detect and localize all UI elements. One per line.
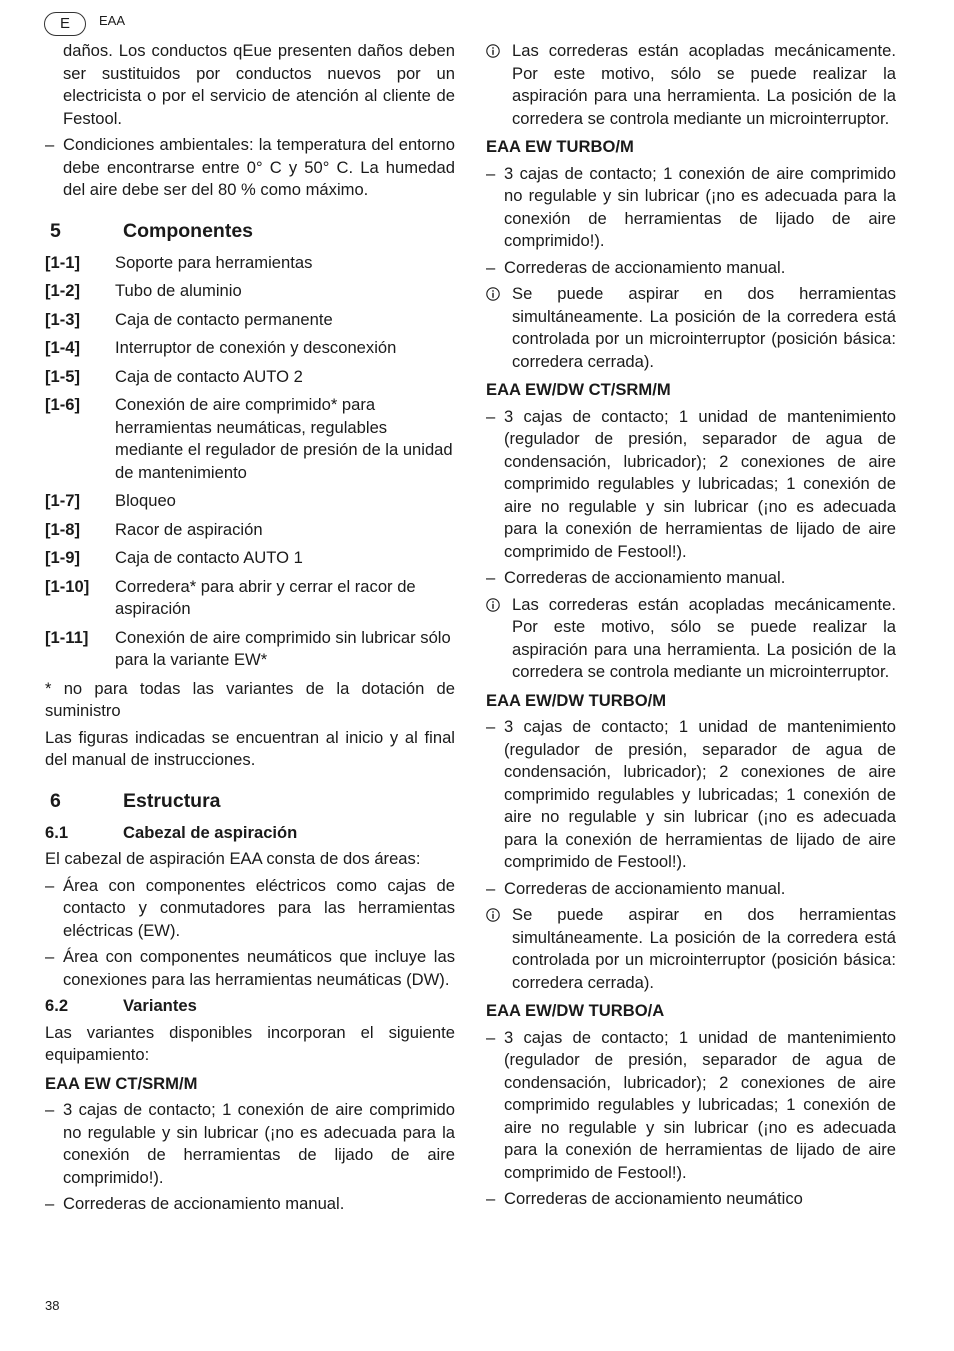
- component-ref: [1-1]: [45, 252, 81, 272]
- dash-marker: –: [45, 947, 55, 966]
- list-item: [486, 1027, 896, 1185]
- list-item: [486, 406, 896, 564]
- component-ref: [1-5]: [45, 366, 81, 386]
- right-column: [486, 40, 896, 1215]
- section-heading-6: [45, 788, 455, 814]
- component-row: [45, 337, 455, 360]
- info-icon: [486, 908, 500, 922]
- figures-note: Las figuras indicadas se encuentran al inicio y al final del manual de instrucciones.: [45, 727, 455, 769]
- note-text: Las correderas están acopladas mecánicamente. Por este motivo, sólo se puede realizar la aspiración para una herramienta. La posición de la corredera se controla mediante un microinterruptor.: [512, 41, 896, 128]
- component-row: [45, 309, 455, 332]
- list-item: [45, 875, 455, 943]
- note-text: Se puede aspirar en dos herramientas simultáneamente. La posición de la corredera está controlada por un microinterruptor (posición básica: corredera cerrada).: [512, 284, 896, 371]
- page-number: 38: [45, 1298, 60, 1313]
- list-item-text: Correderas de accionamiento neumático: [504, 1189, 803, 1208]
- component-ref: [1-7]: [45, 491, 81, 510]
- component-text: Tubo de aluminio: [115, 281, 242, 300]
- list-item-text: Área con componentes eléctricos como cajas de contacto y conmutadores para las herramientas eléctricas (EW).: [63, 875, 455, 940]
- variant-heading: EAA EW CT/SRM/M: [45, 1073, 198, 1093]
- component-text: Bloqueo: [115, 491, 176, 510]
- subsection-heading-6-2: [45, 995, 455, 1018]
- dash-marker: –: [486, 717, 496, 736]
- component-row: [45, 280, 455, 303]
- paragraph: Las variantes disponibles incorporan el siguiente equipamiento:: [45, 1022, 455, 1064]
- component-text: Conexión de aire comprimido sin lubricar sólo para la variante EW*: [115, 627, 451, 669]
- list-item: [45, 946, 455, 991]
- component-text: Racor de aspiración: [115, 519, 263, 539]
- info-note: [486, 594, 896, 684]
- component-text: Soporte para herramientas: [115, 252, 313, 272]
- note-text: Las correderas están acopladas mecánicamente. Por este motivo, sólo se puede realizar la aspiración para una herramienta. La posición de la corredera se controla mediante un microinterruptor.: [512, 594, 896, 681]
- dash-marker: –: [45, 135, 55, 154]
- component-text: Interruptor de conexión y desconexión: [115, 338, 397, 357]
- variant-heading: EAA EW/DW TURBO/A: [486, 1001, 665, 1020]
- variant-heading: EAA EW/DW CT/SRM/M: [486, 380, 671, 399]
- list-item-text: 3 cajas de contacto; 1 unidad de mantenimiento (regulador de presión, separador de agua de condensación, lubricador); 2 conexiones de aire comprimido regulables y lubricadas; 1 conexión de aire no regulable y sin lubricar (¡no es adecuada para la conexión de herramientas de lijado de aire comprimido de Festool!).: [504, 1027, 896, 1182]
- dash-marker: –: [486, 406, 496, 426]
- component-text: Conexión de aire comprimido* para herramientas neumáticas, regulables mediante el regulador de presión de la unidad de mantenimiento: [115, 395, 453, 482]
- dash-marker: –: [45, 875, 55, 895]
- info-note: [486, 40, 896, 130]
- info-icon: [486, 598, 500, 612]
- note-text: Se puede aspirar en dos herramientas simultáneamente. La posición de la corredera está controlada por un microinterruptor (posición básica: corredera cerrada).: [512, 905, 896, 992]
- dash-marker: –: [486, 568, 496, 587]
- left-column: [45, 40, 455, 1220]
- list-item: [45, 1099, 455, 1189]
- info-icon: [486, 287, 500, 301]
- product-name: EAA: [99, 13, 126, 28]
- component-text: Corredera* para abrir y cerrar el racor de aspiración: [115, 576, 416, 618]
- dash-marker: –: [486, 163, 496, 183]
- component-ref: [1-10]: [45, 576, 90, 596]
- component-ref: [1-8]: [45, 519, 81, 539]
- info-icon: [486, 44, 500, 58]
- list-item: [486, 567, 896, 590]
- component-text: Caja de contacto permanente: [115, 309, 333, 329]
- section-heading-5: [45, 218, 455, 244]
- dash-marker: –: [45, 1194, 55, 1213]
- component-row: [45, 394, 455, 484]
- component-ref: [1-3]: [45, 309, 81, 329]
- info-note: [486, 904, 896, 994]
- subsection-title: Cabezal de aspiración: [123, 822, 298, 842]
- list-item: [486, 1188, 896, 1211]
- component-text: Caja de contacto AUTO 2: [115, 366, 303, 386]
- list-item-text: Área con componentes neumáticos que incluye las conexiones para las herramientas neumáticas (DW).: [63, 947, 455, 989]
- component-row: [45, 252, 455, 275]
- component-row: [45, 547, 455, 570]
- paragraph: El cabezal de aspiración EAA consta de dos áreas:: [45, 849, 421, 868]
- section-title: Componentes: [123, 219, 254, 242]
- section-number: 6: [50, 789, 61, 812]
- component-ref: [1-9]: [45, 548, 81, 567]
- subsection-number: 6.1: [45, 822, 69, 842]
- list-item: [486, 878, 896, 901]
- list-item: [45, 1193, 455, 1216]
- intro-continuation: daños. Los conductos qEue presenten daños deben ser sustituidos por conductos nuevos por un electricista o por el servicio de atención al cliente de Festool.: [63, 41, 455, 128]
- component-row: [45, 519, 455, 542]
- dash-marker: –: [486, 878, 496, 898]
- component-list: [45, 252, 455, 672]
- list-item-text: Condiciones ambientales: la temperatura del entorno debe encontrarse entre 0° C y 50° C. La humedad del aire debe ser del 80 % como máximo.: [63, 135, 455, 199]
- subsection-number: 6.2: [45, 996, 69, 1015]
- list-item-text: Correderas de accionamiento manual.: [504, 878, 786, 898]
- list-item: [45, 134, 455, 202]
- component-ref: [1-6]: [45, 395, 81, 414]
- dash-marker: –: [486, 1189, 496, 1208]
- component-text: Caja de contacto AUTO 1: [115, 548, 303, 567]
- component-ref: [1-11]: [45, 627, 89, 647]
- list-item-text: Correderas de accionamiento manual.: [504, 568, 786, 587]
- section-number: 5: [50, 219, 61, 242]
- subsection-heading-6-1: [45, 822, 455, 845]
- list-item: [486, 257, 896, 280]
- list-item-text: 3 cajas de contacto; 1 unidad de mantenimiento (regulador de presión, separador de agua de condensación, lubricador); 2 conexiones de aire comprimido regulables y lubricadas; 1 conexión de aire no regulable y sin lubricar (¡no es adecuada para la conexión de herramientas de lijado de aire comprimido de Festool!).: [504, 406, 896, 561]
- dash-marker: –: [45, 1100, 55, 1119]
- dash-marker: –: [486, 1027, 496, 1047]
- component-row: [45, 576, 455, 621]
- dash-marker: –: [486, 257, 496, 277]
- list-item: [486, 163, 896, 253]
- variant-heading: EAA EW/DW TURBO/M: [486, 690, 667, 710]
- list-item-text: 3 cajas de contacto; 1 unidad de mantenimiento (regulador de presión, separador de agua de condensación, lubricador); 2 conexiones de aire comprimido regulables y lubricadas; 1 conexión de aire no regulable y sin lubricar (¡no es adecuada para la conexión de herramientas de lijado de aire comprimido de Festool!).: [504, 717, 896, 871]
- info-note: [486, 283, 896, 373]
- subsection-title: Variantes: [123, 996, 197, 1015]
- language-badge: E: [44, 12, 86, 36]
- list-item-text: 3 cajas de contacto; 1 conexión de aire comprimido no regulable y sin lubricar (¡no es adecuada para la conexión de herramientas de lijado de aire comprimido!).: [63, 1100, 455, 1187]
- section-title: Estructura: [123, 789, 221, 812]
- variant-heading: EAA EW TURBO/M: [486, 137, 634, 156]
- component-row: [45, 366, 455, 389]
- list-item-text: Correderas de accionamiento manual.: [504, 257, 786, 277]
- component-row: [45, 627, 455, 672]
- component-ref: [1-2]: [45, 281, 81, 300]
- list-item-text: 3 cajas de contacto; 1 conexión de aire comprimido no regulable y sin lubricar (¡no es adecuada para la conexión de herramientas de lijado de aire comprimido!).: [504, 163, 896, 250]
- component-ref: [1-4]: [45, 338, 81, 357]
- component-row: [45, 490, 455, 513]
- list-item-text: Correderas de accionamiento manual.: [63, 1194, 345, 1213]
- list-item: [486, 716, 896, 874]
- footnote: * no para todas las variantes de la dotación de suministro: [45, 678, 455, 720]
